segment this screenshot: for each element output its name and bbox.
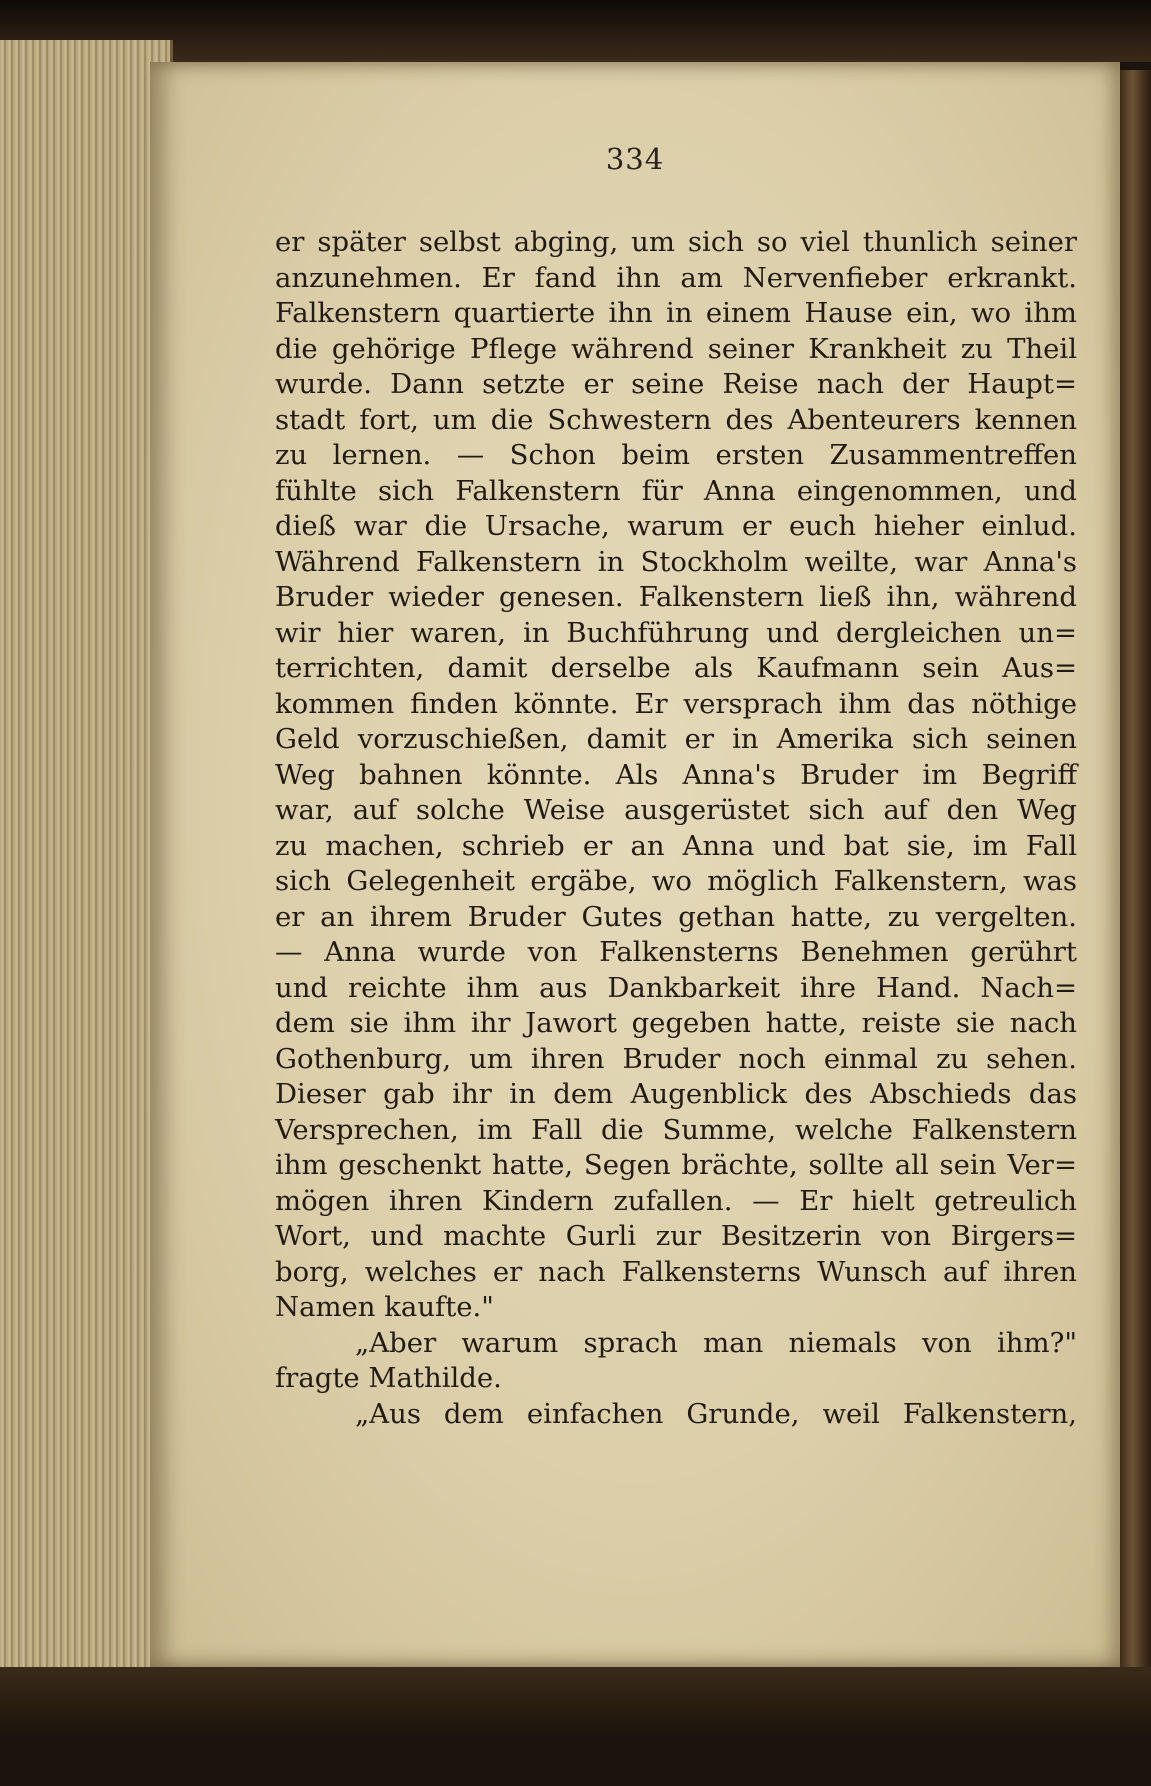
text-line: „Aber warum sprach man niemals von ihm?" — [355, 1326, 1077, 1359]
text-line: sich Gelegenheit ergäbe, wo möglich Falkenstern, was — [275, 865, 1077, 897]
text-line: „Aus dem einfachen Grunde, weil Falkenstern, — [355, 1397, 1077, 1430]
text-line: ihm geschenkt hatte, Segen brächte, sollte all sein Ver= — [275, 1149, 1077, 1181]
text-line: fühlte sich Falkenstern für Anna eingenommen, und — [275, 474, 1077, 507]
text-line: kommen finden könnte. Er versprach ihm das nöthige — [275, 687, 1077, 720]
page-number: 334 — [605, 142, 665, 176]
text-line: dem sie ihm ihr Jawort gegeben hatte, reiste sie nach — [275, 1007, 1077, 1039]
text-line: fragte Mathilde. — [275, 1362, 502, 1394]
text-line: Namen kaufte." — [275, 1291, 494, 1323]
text-line: wir hier waren, in Buchführung und dergleichen un= — [275, 616, 1077, 649]
page-text — [275, 225, 1077, 1432]
text-line: borg, welches er nach Falkensterns Wunsch auf ihren — [275, 1255, 1077, 1288]
book-bottom-shadow — [0, 1667, 1151, 1786]
text-line: Wort, und machte Gurli zur Besitzerin von Birgers= — [275, 1220, 1077, 1252]
text-line: dieß war die Ursache, warum er euch hieher einlud. — [275, 510, 1077, 542]
text-line: anzunehmen. Er fand ihn am Nervenfieber erkrankt. — [275, 261, 1077, 294]
text-line: Geld vorzuschießen, damit er in Amerika sich seinen — [275, 723, 1077, 755]
text-line: zu lernen. — Schon beim ersten Zusammentreffen — [275, 439, 1077, 471]
text-line: — Anna wurde von Falkensterns Benehmen gerührt — [275, 936, 1077, 968]
text-line: terrichten, damit derselbe als Kaufmann sein Aus= — [275, 652, 1077, 684]
text-line: zu machen, schrieb er an Anna und bat sie, im Fall — [275, 829, 1077, 862]
text-line: stadt fort, um die Schwestern des Abenteurers kennen — [275, 403, 1077, 436]
text-line: Falkenstern quartierte ihn in einem Hause ein, wo ihm — [275, 297, 1077, 329]
text-line: Versprechen, im Fall die Summe, welche Falkenstern — [275, 1113, 1077, 1146]
text-line: war, auf solche Weise ausgerüstet sich auf den Weg — [275, 794, 1077, 826]
page-edges — [0, 40, 173, 1760]
text-line: und reichte ihm aus Dankbarkeit ihre Hand. Nach= — [275, 971, 1077, 1004]
text-line: er später selbst abging, um sich so viel thunlich seiner — [275, 226, 1077, 258]
text-line: Dieser gab ihr in dem Augenblick des Abschieds das — [275, 1078, 1077, 1110]
text-line: Während Falkenstern in Stockholm weilte, war Anna's — [275, 545, 1077, 578]
book-page — [150, 62, 1120, 1667]
text-line: Weg bahnen könnte. Als Anna's Bruder im Begriff — [275, 758, 1077, 791]
text-line: Gothenburg, um ihren Bruder noch einmal zu sehen. — [275, 1042, 1077, 1075]
text-line: Bruder wieder genesen. Falkenstern ließ ihn, während — [275, 581, 1077, 613]
text-line: die gehörige Pflege während seiner Krankheit zu Theil — [275, 332, 1077, 365]
text-line: mögen ihren Kindern zufallen. — Er hielt getreulich — [275, 1184, 1077, 1217]
text-line: er an ihrem Bruder Gutes gethan hatte, zu vergelten. — [275, 900, 1077, 933]
book-right-edge — [1120, 70, 1151, 1670]
text-line: wurde. Dann setzte er seine Reise nach der Haupt= — [275, 368, 1077, 400]
